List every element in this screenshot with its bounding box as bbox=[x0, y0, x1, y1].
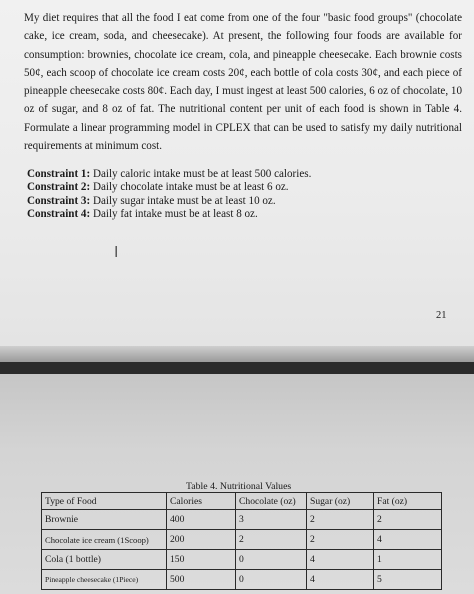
problem-statement: My diet requires that all the food I eat come from one of the four "basic food groups" (chocolate cake, ice cream, soda, and cheesecake). At present, the following four foods are available for consumption: brownies, chocolate ice cream, cola, and pineapple cheesecake. Each brownie costs 50¢, each scoop of chocolate ice cream costs 20¢, each bottle of cola costs 30¢, and each piece of pineapple cheesecake costs 80¢. Each day, I must ingest at least 500 calories, 6 oz of chocolate, 10 oz of sugar, and 8 oz of fat. The nutritional content per unit of each food is shown in Table 4. Formulate a linear programming model in CPLEX that can be used to satisfy my daily nutritional requirements at minimum cost. bbox=[24, 12, 462, 153]
table-caption: Table 4. Nutritional Values bbox=[186, 481, 292, 492]
header-chocolate: Chocolate (oz) bbox=[236, 493, 307, 510]
constraint-2-text: Daily chocolate intake must be at least 6 oz. bbox=[90, 181, 289, 194]
cell-sugar: 2 bbox=[307, 530, 374, 550]
constraint-3-label: Constraint 3: bbox=[27, 194, 91, 207]
page-separator bbox=[0, 362, 474, 374]
page-number: 21 bbox=[436, 310, 447, 321]
constraint-2 bbox=[27, 181, 427, 194]
nutrition-table bbox=[41, 492, 442, 590]
constraint-1 bbox=[27, 168, 427, 181]
cell-food: Chocolate ice cream (1Scoop) bbox=[42, 530, 167, 550]
cell-sugar: 2 bbox=[307, 510, 374, 530]
cell-calories: 500 bbox=[167, 570, 236, 590]
cell-food: Pineapple cheesecake (1Piece) bbox=[42, 570, 167, 590]
constraint-4-label: Constraint 4: bbox=[27, 207, 91, 220]
cell-fat: 5 bbox=[374, 570, 442, 590]
header-fat: Fat (oz) bbox=[374, 493, 442, 510]
cell-fat: 2 bbox=[374, 510, 442, 530]
cell-food: Brownie bbox=[42, 510, 167, 530]
table-row bbox=[42, 530, 442, 550]
header-sugar: Sugar (oz) bbox=[307, 493, 374, 510]
table-row bbox=[42, 550, 442, 570]
constraint-1-label: Constraint 1: bbox=[27, 168, 91, 180]
header-type-of-food: Type of Food bbox=[42, 493, 167, 510]
table-header-row bbox=[42, 493, 442, 510]
page-gap bbox=[0, 346, 474, 362]
header-calories: Calories bbox=[167, 493, 236, 510]
table-row bbox=[42, 570, 442, 590]
cell-sugar: 4 bbox=[307, 550, 374, 570]
cell-chocolate: 0 bbox=[236, 550, 307, 570]
cell-calories: 400 bbox=[167, 510, 236, 530]
cell-chocolate: 0 bbox=[236, 570, 307, 590]
constraints-list bbox=[27, 168, 427, 221]
table-row bbox=[42, 510, 442, 530]
constraint-4-text: Daily fat intake must be at least 8 oz. bbox=[90, 207, 258, 220]
cell-chocolate: 2 bbox=[236, 530, 307, 550]
constraint-2-label: Constraint 2: bbox=[27, 181, 91, 194]
text-cursor-icon: I bbox=[114, 243, 119, 261]
cell-fat: 4 bbox=[374, 530, 442, 550]
cell-fat: 1 bbox=[374, 550, 442, 570]
constraint-3 bbox=[27, 195, 427, 208]
cell-chocolate: 3 bbox=[236, 510, 307, 530]
constraint-4 bbox=[27, 208, 427, 221]
cell-sugar: 4 bbox=[307, 570, 374, 590]
cell-calories: 150 bbox=[167, 550, 236, 570]
constraint-3-text: Daily sugar intake must be at least 10 oz. bbox=[90, 194, 276, 207]
cell-food: Cola (1 bottle) bbox=[42, 550, 167, 570]
constraint-1-text: Daily caloric intake must be at least 500 calories. bbox=[90, 168, 312, 180]
cell-calories: 200 bbox=[167, 530, 236, 550]
